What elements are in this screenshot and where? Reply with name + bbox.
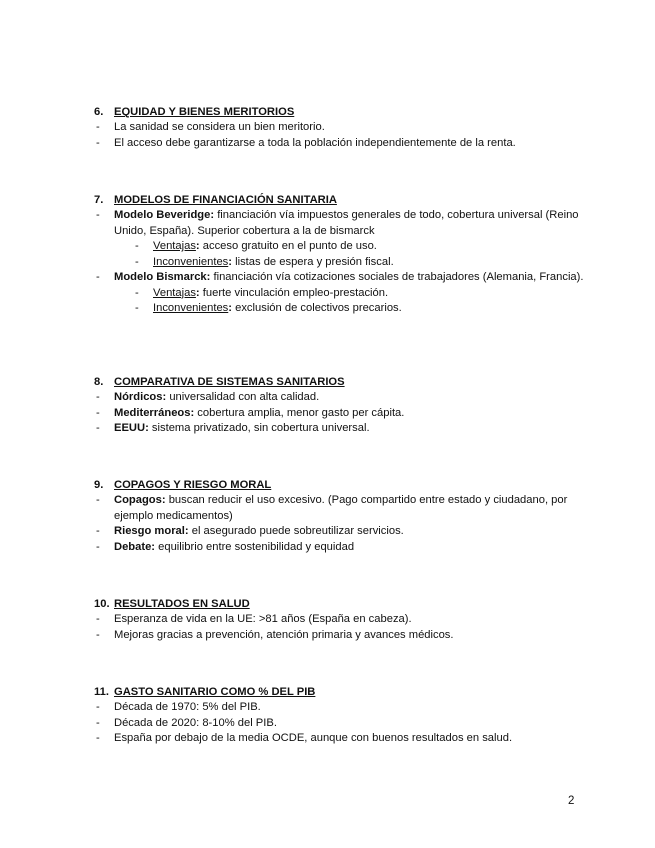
section-number: 7. <box>94 194 104 206</box>
section-title: MODELOS DE FINANCIACIÓN SANITARIA <box>114 194 337 206</box>
section-title: EQUIDAD Y BIENES MERITORIOS <box>114 106 295 118</box>
bullet-dash: - <box>135 286 139 299</box>
sub-bullet-list <box>94 286 584 317</box>
list-item <box>94 406 584 422</box>
item-text: exclusión de colectivos precarios. <box>232 302 402 314</box>
list-item <box>94 421 584 437</box>
section-number: 8. <box>94 376 104 388</box>
item-label: Mediterráneos: <box>114 406 195 419</box>
bullet-list <box>94 208 584 239</box>
bullet-dash: - <box>96 422 100 434</box>
list-item <box>94 136 584 152</box>
bullet-list <box>94 493 584 555</box>
bullet-list <box>94 612 584 643</box>
list-item <box>94 270 584 286</box>
sub-list-item <box>94 255 584 271</box>
sub-list-item <box>94 301 584 317</box>
item-label: EEUU: <box>114 422 149 434</box>
list-item <box>94 120 584 136</box>
section-heading <box>94 597 584 612</box>
bullet-dash: - <box>96 136 100 149</box>
section-number: 9. <box>94 479 104 491</box>
item-text: Década de 2020: 8-10% del PIB. <box>114 716 277 729</box>
bullet-dash: - <box>96 406 100 419</box>
item-text: el asegurado puede sobreutilizar servicios. <box>188 525 404 537</box>
item-label: Modelo Beveridge: <box>114 209 215 221</box>
section-title: COMPARATIVA DE SISTEMAS SANITARIOS <box>114 376 345 388</box>
item-text: financiación vía impuestos generales de todo, cobertura universal (Reino Unido, España). Superior cobertura a la de bismarck <box>114 209 579 237</box>
item-label: Debate: <box>114 540 156 553</box>
item-colon: : <box>228 302 232 314</box>
page-number: 2 <box>568 795 575 807</box>
item-text: La sanidad se considera un bien meritorio. <box>114 121 325 133</box>
section-comparativa <box>94 375 584 437</box>
bullet-dash: - <box>96 271 100 283</box>
bullet-dash: - <box>96 701 100 713</box>
item-text: Mejoras gracias a prevención, atención primaria y avances médicos. <box>114 628 454 641</box>
bullet-dash: - <box>135 240 139 252</box>
sub-bullet-list <box>94 239 584 270</box>
item-label: Modelo Bismarck: <box>114 271 211 283</box>
section-heading <box>94 375 584 390</box>
item-text: España por debajo de la media OCDE, aunque con buenos resultados en salud. <box>114 732 513 744</box>
section-title: RESULTADOS EN SALUD <box>114 598 250 610</box>
list-item <box>94 524 584 540</box>
list-item <box>94 208 584 239</box>
sub-list-item <box>94 286 584 302</box>
list-item <box>94 731 584 747</box>
section-title: GASTO SANITARIO COMO % DEL PIB <box>114 686 316 698</box>
section-resultados <box>94 597 584 643</box>
item-label: Ventajas <box>153 240 196 252</box>
item-label: Ventajas <box>153 286 196 299</box>
section-heading <box>94 685 584 700</box>
section-number: 11. <box>94 686 109 698</box>
bullet-dash: - <box>96 716 100 729</box>
sub-list-item <box>94 239 584 255</box>
item-colon: : <box>195 286 200 299</box>
bullet-list <box>94 270 584 286</box>
item-text: cobertura amplia, menor gasto per cápita. <box>194 406 405 419</box>
section-heading <box>94 105 584 120</box>
item-label: Inconvenientes <box>153 255 229 268</box>
item-label: Inconvenientes <box>153 302 229 314</box>
bullet-list <box>94 390 584 437</box>
item-colon: : <box>195 240 200 252</box>
item-text: equilibrio entre sostenibilidad y equidad <box>155 540 355 553</box>
item-label: Copagos: <box>114 494 166 506</box>
bullet-dash: - <box>135 302 139 314</box>
list-item <box>94 612 584 628</box>
bullet-dash: - <box>96 628 100 641</box>
item-text: El acceso debe garantizarse a toda la población independientemente de la renta. <box>114 136 516 149</box>
section-number: 6. <box>94 106 104 118</box>
item-text: sistema privatizado, sin cobertura universal. <box>148 422 370 434</box>
list-item <box>94 390 584 406</box>
section-equidad <box>94 105 584 151</box>
bullet-list <box>94 120 584 151</box>
bullet-dash: - <box>96 525 100 537</box>
item-text: listas de espera y presión fiscal. <box>232 255 394 268</box>
list-item <box>94 716 584 732</box>
section-number: 10. <box>94 598 110 610</box>
list-item <box>94 700 584 716</box>
item-label: Nórdicos: <box>114 391 167 403</box>
bullet-dash: - <box>96 121 100 133</box>
section-gasto <box>94 685 584 747</box>
list-item <box>94 628 584 644</box>
item-colon: : <box>228 255 232 268</box>
bullet-dash: - <box>96 209 100 221</box>
bullet-dash: - <box>135 255 139 268</box>
item-text: buscan reducir el uso excesivo. (Pago compartido entre estado y ciudadano, por ejemplo medicamentos) <box>114 494 568 522</box>
bullet-dash: - <box>96 494 100 506</box>
item-text: Esperanza de vida en la UE: >81 años (España en cabeza). <box>114 613 412 625</box>
section-modelos-financiacion <box>94 193 584 317</box>
section-heading <box>94 478 584 493</box>
item-text: universalidad con alta calidad. <box>166 391 320 403</box>
list-item <box>94 493 584 524</box>
bullet-dash: - <box>96 613 100 625</box>
section-heading <box>94 193 584 208</box>
section-copagos <box>94 478 584 555</box>
item-label: Riesgo moral: <box>114 525 189 537</box>
bullet-list <box>94 700 584 747</box>
bullet-dash: - <box>96 540 100 553</box>
list-item <box>94 540 584 556</box>
bullet-dash: - <box>96 391 100 403</box>
item-text: financiación vía cotizaciones sociales de trabajadores (Alemania, Francia). <box>210 271 584 283</box>
item-text: acceso gratuito en el punto de uso. <box>199 240 377 252</box>
bullet-dash: - <box>96 732 100 744</box>
item-text: fuerte vinculación empleo-prestación. <box>199 286 389 299</box>
item-text: Década de 1970: 5% del PIB. <box>114 701 261 713</box>
section-title: COPAGOS Y RIESGO MORAL <box>114 479 272 491</box>
